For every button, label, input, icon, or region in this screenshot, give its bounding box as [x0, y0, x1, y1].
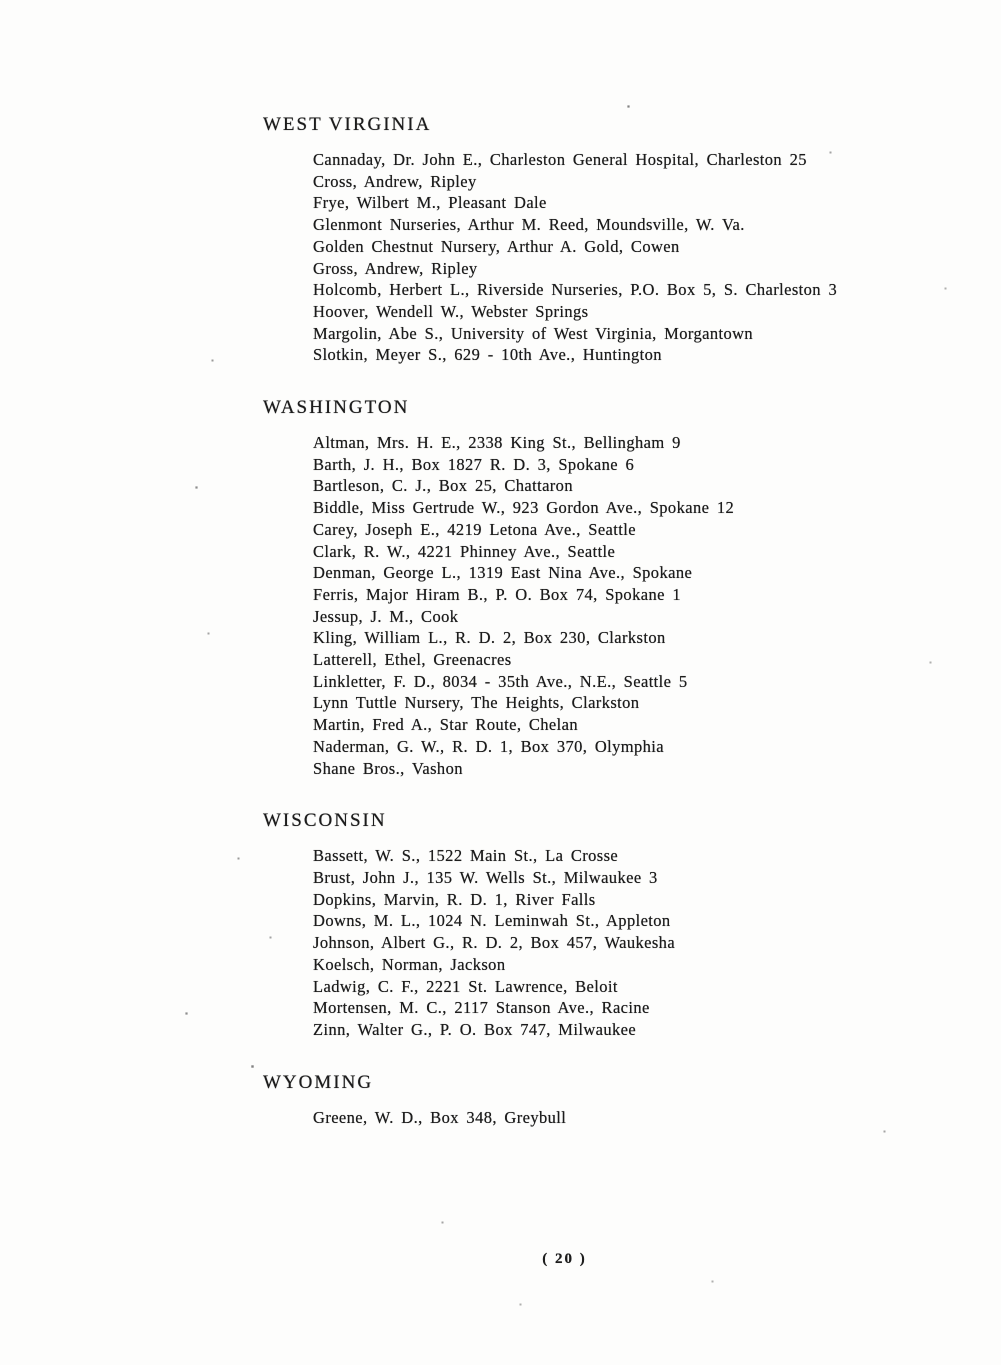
directory-entry: Margolin, Abe S., University of West Virginia, Morgantown: [313, 323, 754, 343]
entry-list: [263, 432, 923, 779]
state-section: [263, 113, 923, 366]
state-title: WEST VIRGINIA: [263, 114, 432, 135]
directory-entry: Lynn Tuttle Nursery, The Heights, Clarkston: [313, 693, 640, 713]
directory-entry: Hoover, Wendell W., Webster Springs: [313, 301, 589, 321]
directory-entry: Cross, Andrew, Ripley: [313, 171, 477, 191]
directory-entry: Golden Chestnut Nursery, Arthur A. Gold, Cowen: [313, 236, 680, 256]
scan-noise: [0, 0, 1, 1]
directory-entry: Altman, Mrs. H. E., 2338 King St., Bellingham 9: [313, 433, 681, 453]
directory-entry: Dopkins, Marvin, R. D. 1, River Falls: [313, 889, 596, 909]
state-section: [263, 1071, 923, 1129]
entry-list: [263, 1107, 923, 1129]
directory-entry: Naderman, G. W., R. D. 1, Box 370, Olymphia: [313, 736, 665, 756]
directory-entry: Latterell, Ethel, Greenacres: [313, 650, 512, 670]
page-footer: [0, 1250, 1001, 1268]
state-title: WASHINGTON: [263, 397, 410, 419]
directory-entry: Shane Bros., Vashon: [313, 758, 463, 778]
state-section: [263, 809, 923, 1040]
directory-entry: Bassett, W. S., 1522 Main St., La Crosse: [313, 846, 619, 866]
directory-entry: Denman, George L., 1319 East Nina Ave., Spokane: [313, 563, 693, 583]
state-title: WYOMING: [263, 1071, 374, 1093]
directory-entry: Johnson, Albert G., R. D. 2, Box 457, Waukesha: [313, 933, 676, 953]
entry-list: [263, 149, 923, 366]
state-title: WISCONSIN: [263, 810, 387, 832]
directory-entry: Gross, Andrew, Ripley: [313, 258, 478, 278]
directory-entry: Greene, W. D., Box 348, Greybull: [313, 1107, 567, 1127]
directory-entry: Jessup, J. M., Cook: [313, 606, 459, 626]
directory-entry: Ferris, Major Hiram B., P. O. Box 74, Spokane 1: [313, 584, 681, 604]
state-section: [263, 396, 923, 779]
directory-entry: Linkletter, F. D., 8034 - 35th Ave., N.E., Seattle 5: [313, 671, 688, 691]
directory-entry: Martin, Fred A., Star Route, Chelan: [313, 715, 579, 735]
directory-entry: Bartleson, C. J., Box 25, Chattaron: [313, 476, 573, 496]
directory-entry: Mortensen, M. C., 2117 Stanson Ave., Racine: [313, 998, 650, 1018]
directory-entry: Brust, John J., 135 W. Wells St., Milwaukee 3: [313, 867, 658, 887]
directory-entry: Clark, R. W., 4221 Phinney Ave., Seattle: [313, 541, 616, 561]
directory-entry: Frye, Wilbert M., Pleasant Dale: [313, 193, 547, 213]
page-number: ( 20 ): [542, 1251, 587, 1267]
directory-entry: Downs, M. L., 1024 N. Leminwah St., Appleton: [313, 911, 671, 931]
directory-entry: Cannaday, Dr. John E., Charleston General Hospital, Charleston 25: [313, 150, 807, 169]
directory-entry: Glenmont Nurseries, Arthur M. Reed, Moundsville, W. Va.: [313, 215, 745, 235]
directory-content: [263, 113, 923, 1128]
directory-entry: Koelsch, Norman, Jackson: [313, 954, 506, 974]
directory-entry: Carey, Joseph E., 4219 Letona Ave., Seattle: [313, 519, 636, 539]
directory-entry: Zinn, Walter G., P. O. Box 747, Milwaukee: [313, 1019, 637, 1039]
entry-list: [263, 845, 923, 1040]
directory-entry: Ladwig, C. F., 2221 St. Lawrence, Beloit: [313, 976, 618, 996]
directory-entry: Slotkin, Meyer S., 629 - 10th Ave., Huntington: [313, 345, 662, 365]
directory-entry: Barth, J. H., Box 1827 R. D. 3, Spokane 6: [313, 454, 635, 474]
directory-entry: Holcomb, Herbert L., Riverside Nurseries, P.O. Box 5, S. Charleston 3: [313, 280, 838, 300]
directory-entry: Biddle, Miss Gertrude W., 923 Gordon Ave., Spokane 12: [313, 498, 735, 518]
directory-entry: Kling, William L., R. D. 2, Box 230, Clarkston: [313, 628, 666, 648]
